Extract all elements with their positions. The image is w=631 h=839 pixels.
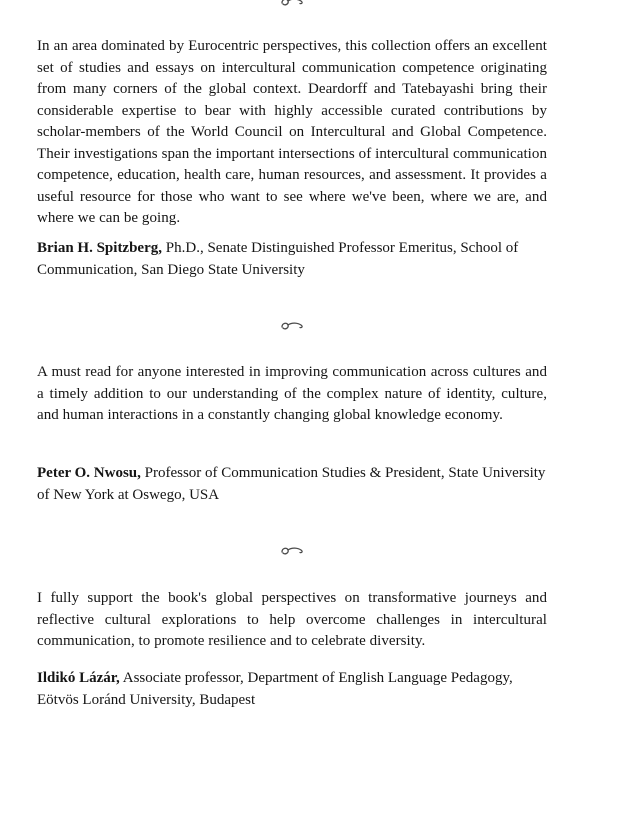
endorsement-quote: In an area dominated by Eurocentric perspectives, this collection offers an excellent set of studies and essays on intercultural communication competence originating from many corners of the global context. Deardorff and Tatebayashi bring their considerable expertise to bear with highly accessible curated contributions by scholar-members of the World Council on Intercultural and Global Competence. Their investigations span the important intersections of intercultural communication competence, education, health care, human resources, and assessment. It provides a useful resource for those who want to see where we've been, where we are, and where we can be going. [37, 38, 547, 226]
endorsement-block [37, 36, 547, 230]
swash-flourish-ornament-divider [37, 318, 547, 334]
attribution-title: Associate professor, Department of English Language Pedagogy, Eötvös Loránd University, Budapest [37, 670, 513, 708]
endorsement-block [37, 362, 547, 427]
endorsement-attribution [37, 238, 547, 281]
endorsement-quote: A must read for anyone interested in improving communication across cultures and a timely addition to our understanding of the complex nature of identity, culture, and human interactions in a constantly changing global knowledge economy. [37, 364, 547, 423]
swash-flourish-ornament-divider [37, 543, 547, 559]
endorsement-attribution [37, 668, 547, 711]
attribution-title: Professor of Communication Studies & President, State University of New York at Oswego, USA [37, 465, 546, 503]
attribution-title: Ph.D., Senate Distinguished Professor Emeritus, School of Communication, San Diego State University [37, 240, 519, 278]
endorsement-quote: I fully support the book's global perspectives on transformative journeys and reflective cultural explorations to help overcome challenges in intercultural communication, to promote resilience and to celebrate diversity. [37, 590, 547, 649]
attribution-name: Brian H. Spitzberg, [37, 240, 163, 256]
swash-flourish-ornament-top [37, 0, 547, 10]
attribution-name: Ildikó Lázár, [37, 670, 120, 686]
endorsement-block [37, 588, 547, 653]
attribution-name: Peter O. Nwosu, [37, 465, 141, 481]
endorsement-attribution [37, 463, 547, 506]
